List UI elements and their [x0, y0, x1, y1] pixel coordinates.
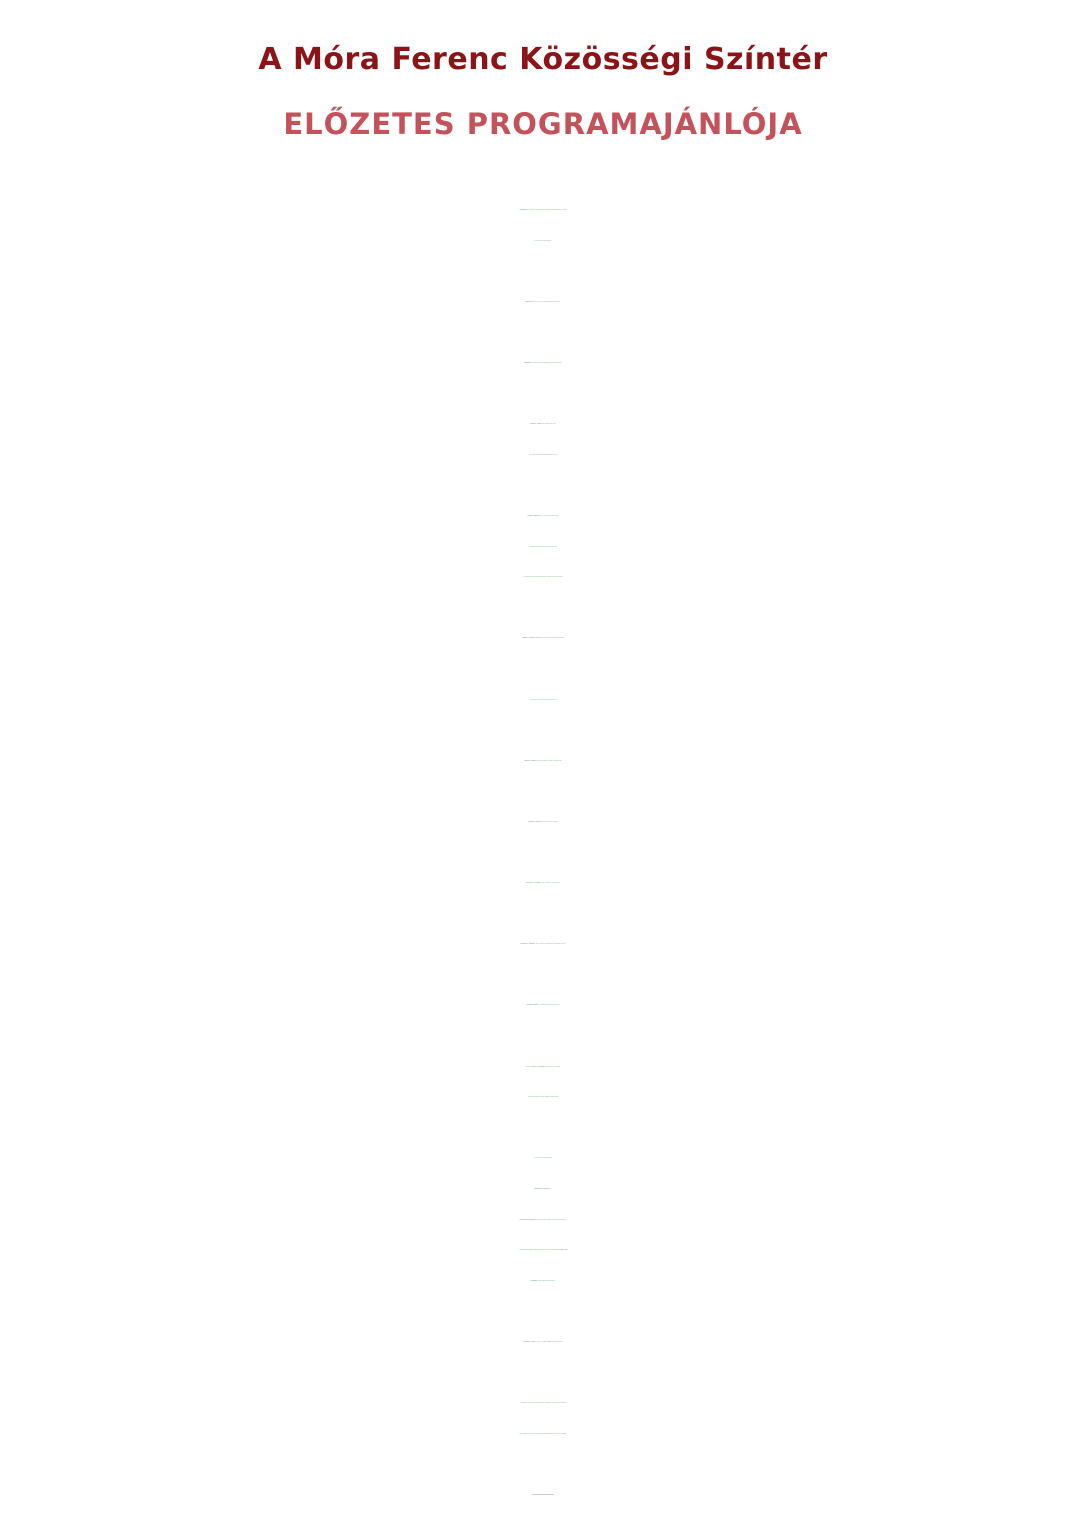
event-text: A 4. gyertyagyújtás a Községi karácsonyi ünnepség keretében lesz, tervezetten: [518, 1250, 559, 1252]
event-date: November 29. (szombat): [520, 944, 535, 946]
event-item: [0, 624, 1086, 655]
event-date: Október 31. (péntek): [524, 760, 537, 762]
event-item: [0, 991, 1086, 1022]
event-text: a templomkertben szeretetvendégség, majd koszorúzás: [528, 546, 558, 548]
event-item: [0, 288, 1086, 319]
event-text: 19 órától - Szilveszteri mulatság a művelődési házban: [535, 1341, 563, 1343]
event-text: Őszi szünetben a művelődési házban Tökfaragó buli: [530, 699, 556, 701]
event-date: November 22. (szombat): [526, 883, 541, 885]
event-date: Szeptember 20.: [525, 301, 535, 303]
event-item: [0, 930, 1086, 961]
event-item: [0, 1053, 1086, 1114]
event-item: [0, 1328, 1086, 1359]
event-date: Szeptember 27.: [524, 362, 533, 364]
event-text: 19 óra - Katalin bál a Silver zenekarral: [540, 883, 560, 885]
event-item: [0, 747, 1086, 778]
advent-heading: Adventi gyertyagyújtások időpontjai:: [533, 1158, 553, 1160]
closing-text: A programváltoztatás jogát fenntartjuk.: [531, 1494, 555, 1496]
event-date: November 8. (szombat): [528, 821, 542, 823]
event-text: (szombat) 9-17 óra Pusztaközponton Fehértó napja.: [534, 301, 561, 303]
event-text: 16 órakor a művelődési ház előtt, a községi adventi koszorúnál.: [534, 1219, 567, 1221]
event-date: Szeptember 13.: [519, 210, 529, 211]
event-text: (62 év feletti lakosainknak regisztrációval 20/291-96-88): [528, 454, 558, 456]
event-date: Október 3. (péntek): [530, 424, 542, 426]
event-item: [0, 196, 1086, 257]
event-item: [0, 349, 1086, 380]
event-date: december 14-e (vasárnap): [519, 1219, 535, 1221]
event-text: délután Márton napi ludasságok: [541, 821, 558, 823]
notice-text: szóróanyagokat, mert az egyes rendezvények végleges részletei ezeken lesznek olvashatóak!: [519, 1433, 567, 1435]
page-title: A Móra Ferenc Közösségi Színtér: [258, 42, 828, 77]
event-item: [0, 808, 1086, 839]
event-text: délután. Részleteit később közöljük.: [536, 1280, 556, 1282]
event-date: December 5. (péntek): [526, 1005, 539, 1007]
event-item: [0, 869, 1086, 900]
notice: [0, 1389, 1086, 1450]
event-text: a pusztán élt egykori földművesek tiszteletére a Petőfi utcán lévő emlékműnél.: [523, 577, 563, 579]
closing-note: [0, 1481, 1086, 1512]
event-text: hagyományos karácsonyi gulyáslevesfőzés a község lakóinak: [527, 1097, 559, 1099]
event-date: December 31. (kedd): [523, 1341, 536, 1343]
event-item: [0, 686, 1086, 717]
page-subtitle: ELŐZETES PROGRAMAJÁNLÓJA: [283, 107, 803, 141]
event-text: Nemzeti ünnep alkalmából községi megemlékezés: [538, 638, 564, 640]
event-text: és a Kardoskúti antológia átadása.: [534, 240, 552, 242]
event-list: [0, 196, 1086, 1512]
event-date: december 13. (szombat): [530, 1066, 545, 1068]
event-text: 14 óra Aratási hálaadó istentisztelet,: [539, 515, 559, 517]
event-text: - Járási András napi disznótoros ízek és kolbászgyúró verseny: [534, 944, 566, 946]
notice-text: A továbbiakban kérjük figyeljék a művelődési ház hirdetőjén a plakátokat, a postaládákban a: [519, 1403, 567, 1405]
advent-dates: november 30-a, december 7-e,: [534, 1189, 552, 1190]
advent-section: [0, 1144, 1086, 1297]
event-text: 14 órakor a temetőben Halottak napi közös áhitat: [536, 760, 562, 762]
event-date: szombaton: [530, 1280, 537, 1282]
event-text: – Mikulásvárás a kardoskúti gyerekeknek: [538, 1005, 560, 1007]
event-date: Október 5. (vasárnap): [527, 515, 540, 517]
event-text: délben „Egy tányér kedvesség”: [544, 1066, 561, 1068]
event-date: Október 22. (szerda) 17 óra: [522, 638, 539, 640]
event-item: [0, 410, 1086, 471]
event-text: (szombat) 8-16 óra Egészségügyi szűrőbusz Kardoskúton: [532, 362, 562, 364]
event-item: [0, 502, 1086, 594]
event-text: 10.30 Községi Idősek napja: [541, 424, 556, 426]
event-text: (szombat) 10 óra Nyugdíjas Vers- és Prózaíró Pályázat díjkiosztó ünnepsége: [528, 210, 567, 211]
event-text: Várhatóan: [525, 1066, 531, 1068]
event-date: december 20-án,: [558, 1250, 568, 1252]
